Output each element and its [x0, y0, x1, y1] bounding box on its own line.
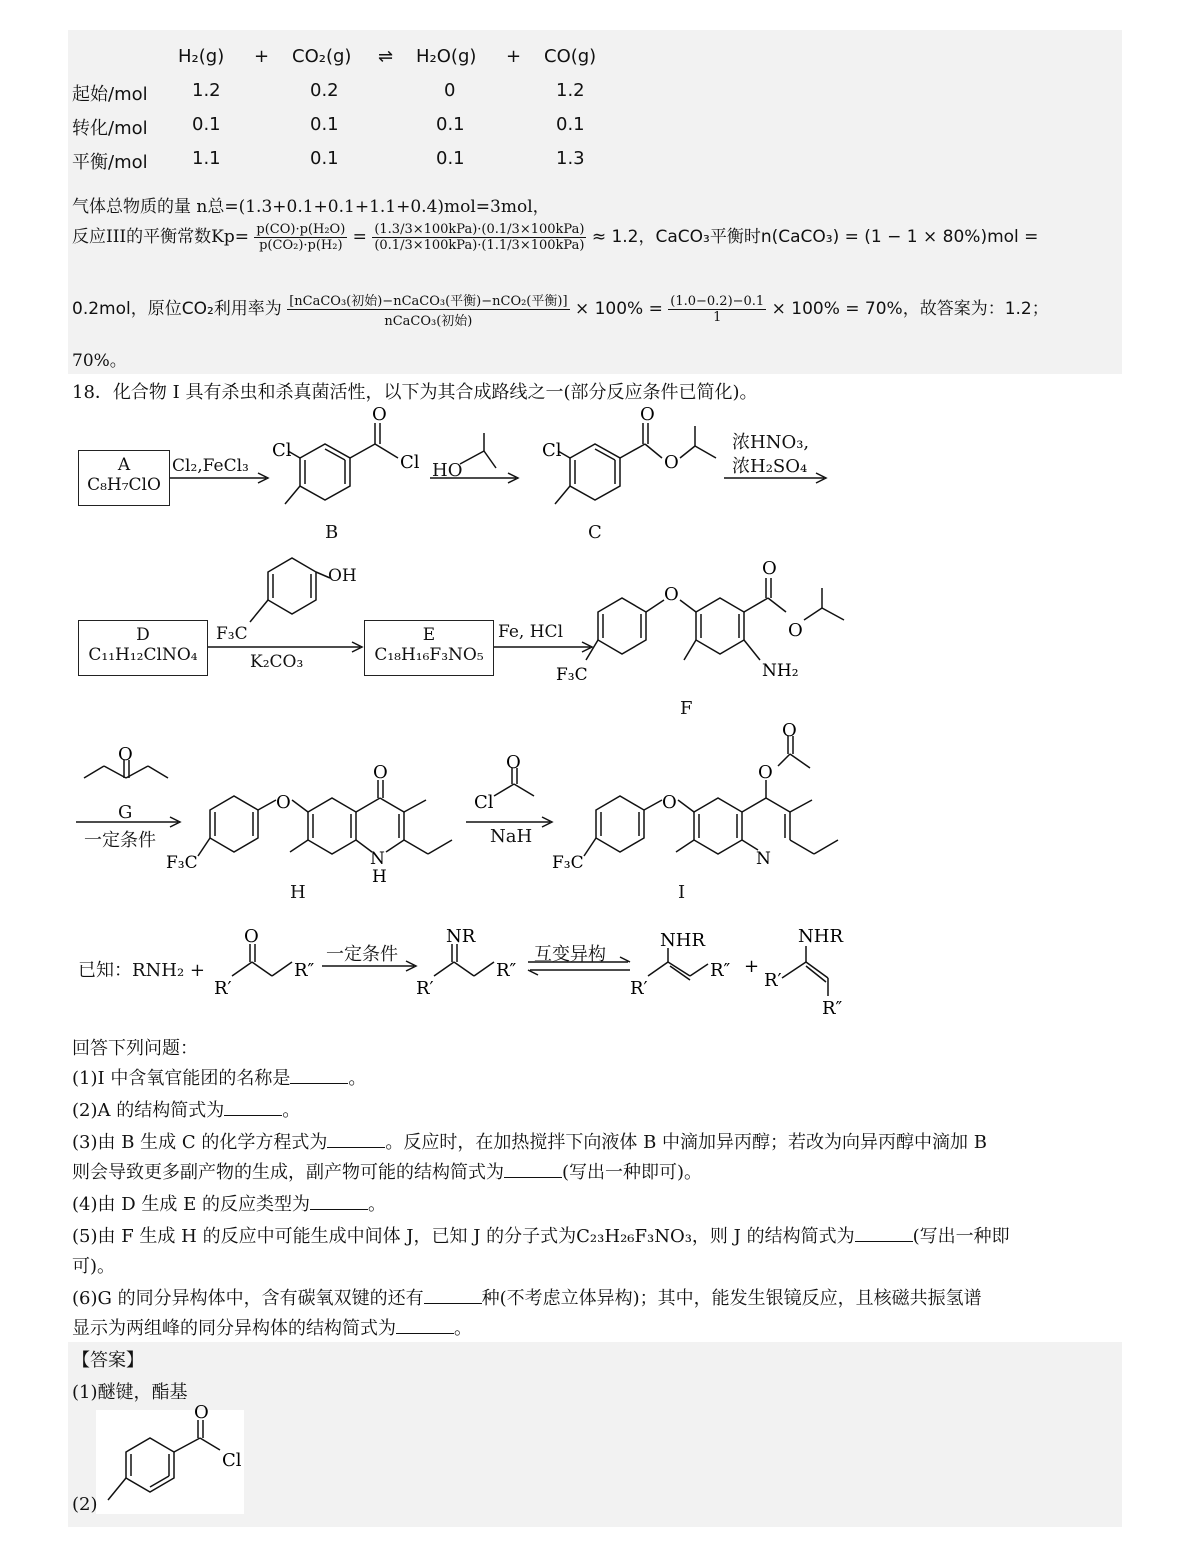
- compound-d-label: D: [136, 625, 150, 645]
- table-header-plus2: +: [506, 46, 522, 67]
- compound-g-label: G: [118, 802, 133, 823]
- answer-2: (2): [72, 1494, 98, 1515]
- r-dprime: R″: [710, 960, 731, 981]
- o-atom: O: [762, 558, 777, 579]
- table-header-plus: +: [254, 46, 270, 67]
- question-1: (1)I 中含氧官能团的名称是 。: [72, 1068, 367, 1089]
- r-prime: R′: [764, 970, 782, 991]
- table-header-co2: CO₂(g): [292, 46, 352, 67]
- calc-line-1: 气体总物质的量 n总=(1.3+0.1+0.1+1.1+0.4)mol=3mol，: [72, 197, 550, 217]
- cell: 0.2: [310, 80, 339, 101]
- row-label: 起始/mol: [72, 84, 148, 105]
- h-atom: H: [372, 867, 387, 887]
- kp-fraction: $\frac{\text{p(CO)·p(H₂O)}}{\text{p(CO₂)·p(H₂)}}$: [256, 222, 346, 253]
- o-atom: O: [664, 452, 679, 473]
- compound-i-label: I: [678, 882, 686, 903]
- cell: 0.1: [436, 114, 465, 135]
- cell: 1.1: [192, 148, 221, 169]
- cell: 0.1: [556, 114, 585, 135]
- compound-e-label: E: [422, 625, 436, 645]
- row-label: 转化/mol: [72, 118, 148, 139]
- o-atom: O: [640, 404, 655, 425]
- question-stem: 18．化合物 I 具有杀虫和杀真菌活性，以下为其合成路线之一(部分反应条件已简化)。: [72, 382, 758, 403]
- n-atom: N: [756, 849, 771, 869]
- r-dprime: R″: [822, 998, 843, 1019]
- cl-atom: Cl: [272, 440, 292, 461]
- o-atom: O: [506, 752, 521, 773]
- cell: 1.2: [556, 80, 585, 101]
- plus-sign: +: [744, 956, 760, 977]
- compound-a-label: A: [117, 455, 131, 475]
- reagent-hi-bottom: NaH: [490, 826, 533, 847]
- question-3a: (3)由 B 生成 C 的化学方程式为 。反应时，在加热搅拌下向液体 B 中滴加异丙醇；若改为向异丙醇中滴加 B: [72, 1132, 988, 1153]
- kp-prefix: 反应III的平衡常数Kp=: [72, 227, 249, 247]
- rate-fraction: $\frac{\text{[nCaCO₃(初始)−nCaCO₃(平衡)−nCO₂(平衡)]}}{\text{nCaCO₃(初始)}}$: [287, 290, 569, 329]
- row-label: 平衡/mol: [72, 152, 148, 173]
- answer-1: (1)醚键，酯基: [72, 1382, 188, 1403]
- known-condition: 一定条件: [326, 944, 398, 965]
- kp-value-fraction: $\frac{\text{(1.3/3×100kPa)·(0.1/3×100kPa)}}{\text{(0.1/3×100kPa)·(1.1/3×100kPa)}}$: [374, 222, 585, 253]
- cl-atom: Cl: [542, 440, 562, 461]
- table-header-co: CO(g): [544, 46, 597, 67]
- f3c-group: F₃C: [552, 853, 584, 873]
- table-header-equil: ⇌: [378, 46, 394, 67]
- nh-atom: N: [370, 849, 385, 869]
- reagent-cd-1: 浓HNO₃,: [732, 432, 810, 453]
- question-5a: (5)由 F 生成 H 的反应中可能生成中间体 J，已知 J 的分子式为C₂₃H₂₆F₃NO₃，则 J 的结构简式为 (写出一种即: [72, 1226, 1010, 1247]
- question-5b: 可)。: [72, 1256, 116, 1277]
- o-atom: O: [782, 720, 797, 741]
- o-atom: O: [372, 404, 387, 425]
- reagent-de-top: F₃C: [216, 624, 248, 644]
- question-6b: 显示为两组峰的同分异构体的结构简式为 。: [72, 1318, 472, 1339]
- rate-mid: × 100% =: [574, 299, 663, 319]
- table-header-h2o: H₂O(g): [416, 46, 477, 67]
- question-6a: (6)G 的同分异构体中，含有碳氧双键的还有 种(不考虑立体异构)；其中，能发生银镜反应，且核磁共振氢谱: [72, 1288, 982, 1309]
- o-atom: O: [373, 762, 388, 783]
- cell: 0: [444, 80, 456, 101]
- reagent-de-oh: OH: [328, 566, 357, 586]
- known-prefix: 已知：RNH₂ +: [78, 960, 206, 981]
- compound-h-label: H: [290, 882, 306, 903]
- o-atom: O: [118, 744, 133, 765]
- compound-b-label: B: [325, 522, 339, 543]
- cell: 0.1: [436, 148, 465, 169]
- r-dprime: R″: [496, 960, 517, 981]
- o-atom: O: [758, 762, 773, 783]
- cell: 0.1: [310, 114, 339, 135]
- cl-atom: Cl: [474, 792, 494, 813]
- o-atom: O: [662, 792, 677, 813]
- o-atom: O: [244, 926, 259, 947]
- rate-prefix: 0.2mol，原位CO₂利用率为: [72, 299, 282, 319]
- questions-prompt: 回答下列问题：: [72, 1038, 198, 1059]
- r-dprime: R″: [294, 960, 315, 981]
- compound-e-formula: C₁₈H₁₆F₃NO₅: [374, 645, 484, 665]
- r-prime: R′: [214, 978, 232, 999]
- o-atom: O: [276, 792, 291, 813]
- cell: 0.1: [310, 148, 339, 169]
- cl-atom: Cl: [400, 452, 420, 473]
- answer-heading: 【答案】: [72, 1350, 144, 1371]
- reagent-bc: HO: [432, 460, 463, 481]
- calc-line-4: 70%。: [72, 351, 127, 371]
- o-atom: O: [664, 584, 679, 605]
- reagent-cd-2: 浓H₂SO₄: [732, 456, 808, 477]
- question-4: (4)由 D 生成 E 的反应类型为 。: [72, 1194, 386, 1215]
- reagent-de-bottom: K₂CO₃: [250, 652, 304, 672]
- rate-suffix: × 100% = 70%，故答案为：1.2；: [771, 299, 1049, 319]
- cell: 0.1: [192, 114, 221, 135]
- cell: 1.3: [556, 148, 585, 169]
- f3c-group: F₃C: [556, 665, 588, 685]
- compound-d-formula: C₁₁H₁₂ClNO₄: [88, 645, 198, 665]
- nh2-group: NH₂: [762, 661, 799, 681]
- known-tautomer: 互变异构: [534, 944, 606, 965]
- compound-c-label: C: [588, 522, 602, 543]
- nr-group: NR: [446, 926, 476, 947]
- r-prime: R′: [630, 978, 648, 999]
- nhr-group: NHR: [798, 926, 843, 947]
- reagent-ef: Fe, HCl: [498, 622, 564, 642]
- reagent-ab: Cl₂,FeCl₃: [172, 456, 249, 476]
- f3c-group: F₃C: [166, 853, 198, 873]
- g-condition: 一定条件: [84, 830, 156, 851]
- table-header-h2: H₂(g): [178, 46, 225, 67]
- compound-f-label: F: [680, 698, 693, 719]
- kp-suffix: ≈ 1.2，CaCO₃平衡时n(CaCO₃) = (1 − 1 × 80%)mol =: [591, 227, 1039, 247]
- o-atom: O: [194, 1402, 209, 1423]
- calc-line-2: 反应III的平衡常数Kp= $\frac{\text{p(CO)·p(H₂O)}}{\text{p(CO₂)·p(H₂)}}$ = $\frac{\text{(1.3/3×100kPa)·(0.1/3×100kPa)}}{\text{(0.1/3×100kPa)·(1.1/3×100kPa)}}$ ≈ 1.2，CaCO₃平衡时n(CaCO₃) = (1 − 1 × 80%)mol =: [72, 222, 1039, 253]
- rate-fraction-2: $\frac{(1.0-0.2)-0.1}{1}$: [670, 294, 765, 325]
- r-prime: R′: [416, 978, 434, 999]
- question-2: (2)A 的结构简式为 。: [72, 1100, 301, 1121]
- compound-a-formula: C₈H₇ClO: [87, 475, 161, 495]
- nhr-group: NHR: [660, 930, 705, 951]
- cl-atom: Cl: [222, 1450, 242, 1471]
- o-atom: O: [788, 620, 803, 641]
- question-3b: 则会导致更多副产物的生成，副产物可能的结构简式为 (写出一种即可)。: [72, 1162, 703, 1183]
- cell: 1.2: [192, 80, 221, 101]
